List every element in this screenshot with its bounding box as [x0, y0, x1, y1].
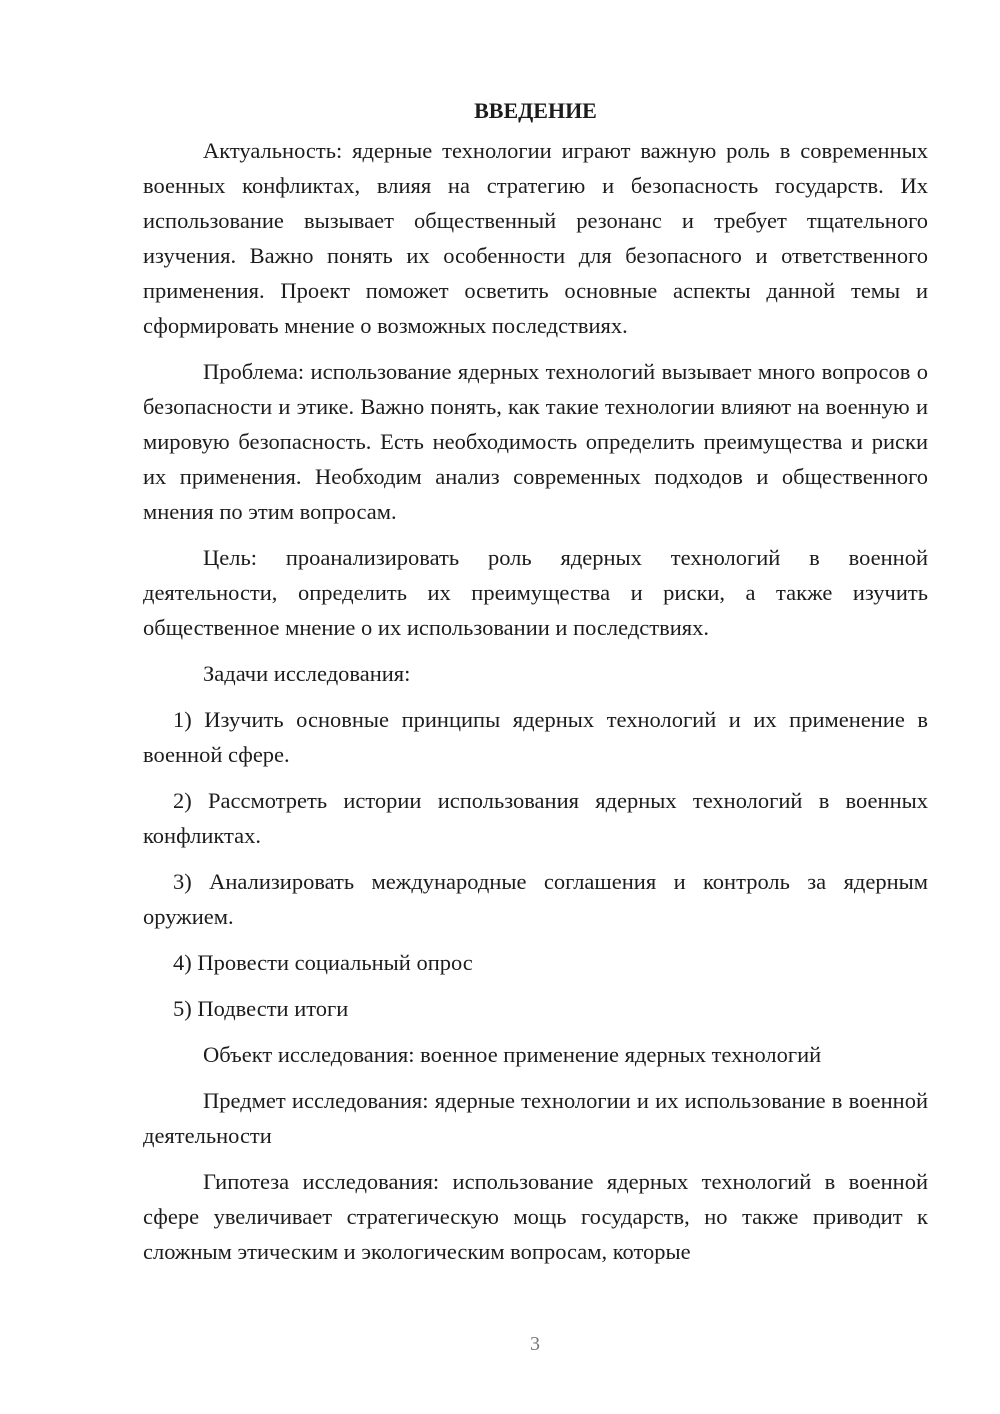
task-item: 1) Изучить основные принципы ядерных технологий и их применение в военной сфере.	[143, 707, 928, 767]
paragraph-problem: Проблема: использование ядерных технологий вызывает много вопросов о безопасности и этике. Важно понять, как такие технологии влияют на военную и мировую безопасность. Есть необходимость определить преимущества и риски их применения. Необходим анализ современных подходов и общественного мнения по этим вопросам.	[143, 359, 928, 524]
paragraph-goal: Цель: проанализировать роль ядерных технологий в военной деятельности, определить их преимущества и риски, а также изучить общественное мнение о их использовании и последствиях.	[143, 545, 928, 640]
page-number: 3	[530, 1333, 540, 1355]
task-item: 5) Подвести итоги	[173, 996, 349, 1021]
paragraph-hypothesis: Гипотеза исследования: использование ядерных технологий в военной сфере увеличивает стратегическую мощь государств, но также приводит к сложным этическим и экологическим вопросам, которые	[143, 1169, 928, 1264]
task-item: 4) Провести социальный опрос	[173, 950, 473, 975]
paragraph-object: Объект исследования: военное применение ядерных технологий	[203, 1042, 822, 1067]
tasks-title: Задачи исследования:	[203, 661, 411, 686]
paragraph-relevance: Актуальность: ядерные технологии играют важную роль в современных военных конфликтах, влияя на стратегию и безопасность государств. Их использование вызывает общественный резонанс и требует тщательного изучения. Важно понять их особенности для безопасного и ответственного применения. Проект поможет осветить основные аспекты данной темы и сформировать мнение о возможных последствиях.	[143, 138, 928, 338]
section-heading: ВВЕДЕНИЕ	[474, 98, 597, 123]
task-item: 3) Анализировать международные соглашения и контроль за ядерным оружием.	[143, 869, 928, 929]
paragraph-subject: Предмет исследования: ядерные технологии и их использование в военной деятельности	[143, 1088, 928, 1148]
task-item: 2) Рассмотреть истории использования ядерных технологий в военных конфликтах.	[143, 788, 928, 848]
document-page	[143, 96, 928, 1280]
